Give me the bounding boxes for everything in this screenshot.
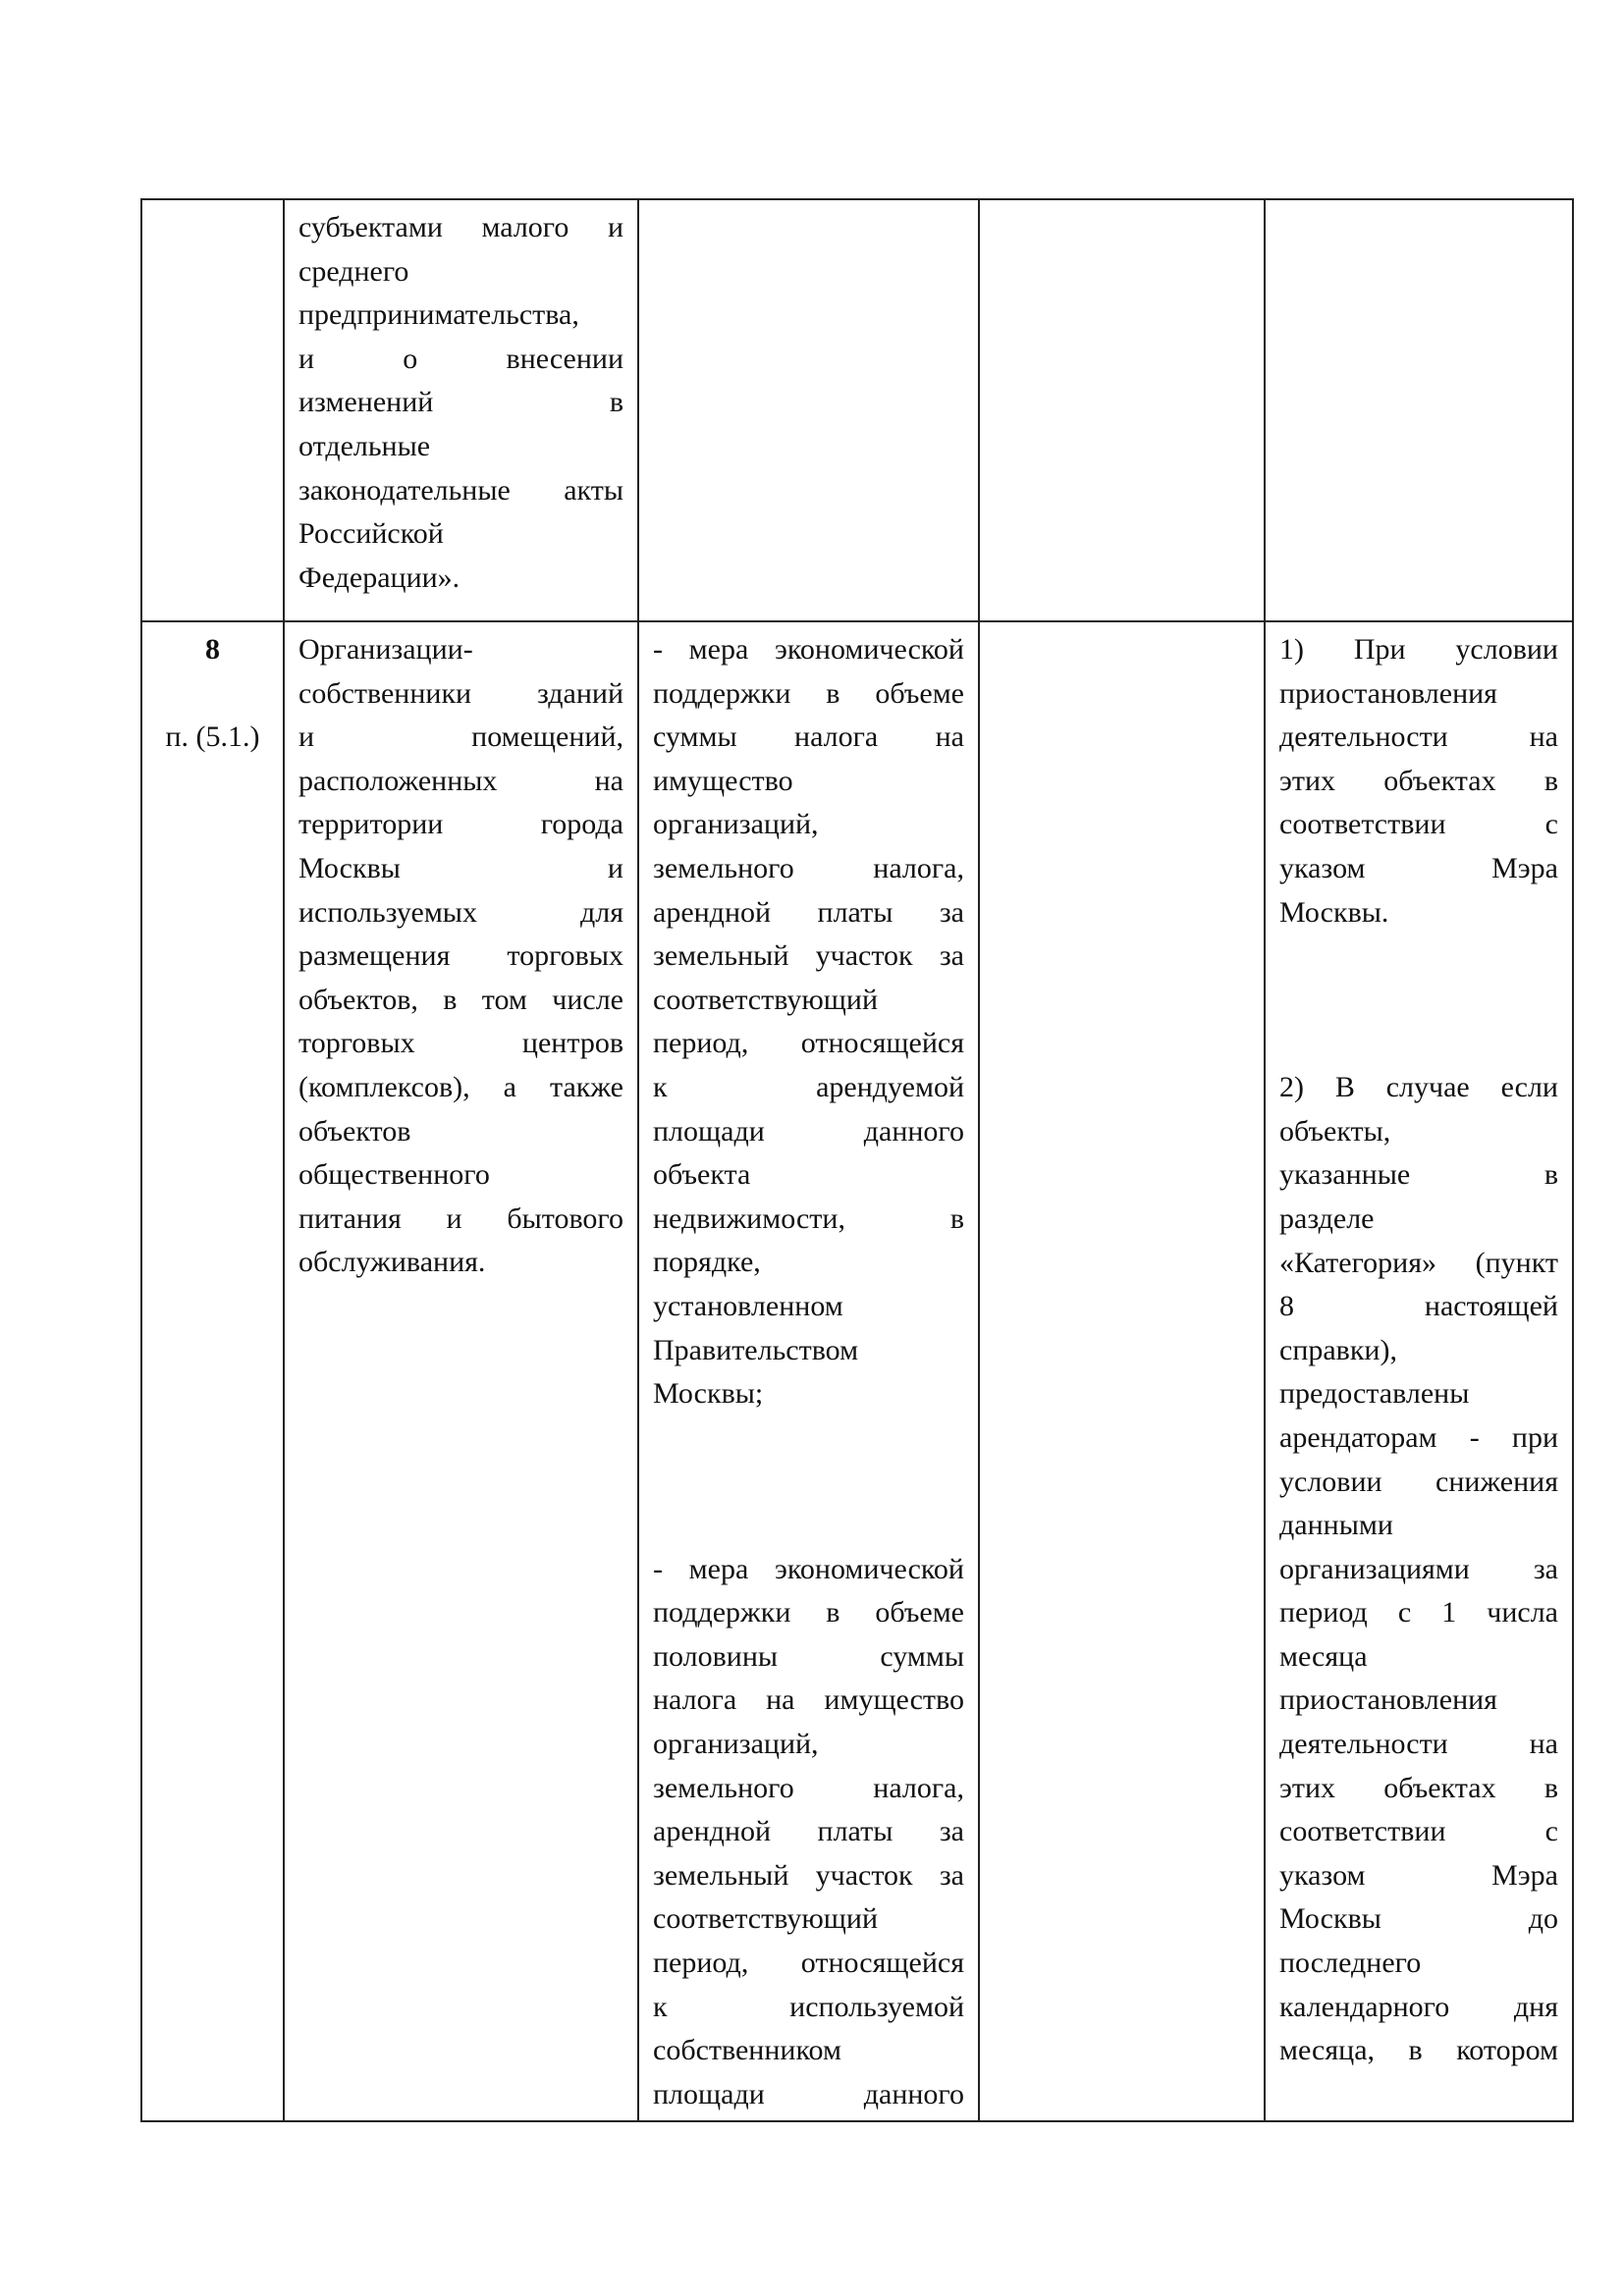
text-line: обслуживания. <box>298 1246 486 1279</box>
text-line: данными <box>1279 1509 1393 1542</box>
text-line: территории города <box>298 808 623 841</box>
text-line: справки), <box>1279 1333 1397 1366</box>
text-line: указом Мэра <box>1279 1858 1558 1892</box>
text-line: арендной платы за <box>653 895 964 929</box>
text-line: разделе <box>1279 1201 1375 1235</box>
text-line: и о внесении <box>298 342 623 375</box>
text-line: 1) При условии <box>1279 633 1558 666</box>
text-line: Организации- <box>298 633 473 666</box>
text-line: календарного дня <box>1279 1990 1558 2023</box>
text-line: арендаторам - при <box>1279 1420 1558 1454</box>
text-line: налога на имущество <box>653 1683 964 1717</box>
text-line: организациями за <box>1279 1552 1558 1585</box>
table-row-continuation <box>141 199 1573 621</box>
text-line: Москвы до <box>1279 1902 1558 1936</box>
text-line: используемых для <box>298 895 623 929</box>
category-text <box>298 628 623 1285</box>
text-line: размещения торговых <box>298 939 623 973</box>
text-line: приостановления <box>1279 676 1497 710</box>
text-line: земельного налога, <box>653 1771 964 1804</box>
text-line: период, относящейся <box>653 1947 964 1980</box>
paragraph-gap <box>653 1416 964 1548</box>
text-line: собственники зданий <box>298 676 623 710</box>
text-line: период, относящейся <box>653 1027 964 1060</box>
text-line: к арендуемой <box>653 1070 964 1103</box>
text-line: этих объектах в <box>1279 1771 1558 1804</box>
text-line: указом Мэра <box>1279 851 1558 884</box>
text-line: общественного <box>298 1158 490 1192</box>
text-line: поддержки в объеме <box>653 1596 964 1629</box>
condition-text-1 <box>1279 628 1558 934</box>
text-line: земельного налога, <box>653 851 964 884</box>
text-line: (комплексов), а также <box>298 1070 623 1103</box>
category-cell <box>284 621 638 2121</box>
condition-cell <box>1265 621 1573 2121</box>
paragraph-gap <box>1279 934 1558 1066</box>
text-line: объекта <box>653 1158 751 1192</box>
condition-text-2 <box>1279 1066 1558 2073</box>
text-line: предоставлены <box>1279 1377 1470 1411</box>
text-line: установленном <box>653 1289 843 1322</box>
text-line: - мера экономической <box>653 633 964 666</box>
benefits-table <box>140 198 1574 2122</box>
measure-cell <box>638 199 979 621</box>
text-line: указанные в <box>1279 1158 1558 1192</box>
text-line: половины суммы <box>653 1639 964 1673</box>
text-line: Москвы; <box>653 1377 764 1411</box>
text-line: имущество <box>653 764 793 797</box>
text-line: субъектами малого и <box>298 211 623 243</box>
text-line: Москвы. <box>1279 895 1389 929</box>
text-line: недвижимости, в <box>653 1201 964 1235</box>
text-line: Федерации». <box>298 561 460 594</box>
empty-cell <box>979 621 1265 2121</box>
text-line: соответствии с <box>1279 808 1558 841</box>
text-line: объекты, <box>1279 1114 1391 1148</box>
text-line: поддержки в объеме <box>653 676 964 710</box>
text-line: земельный участок за <box>653 1858 964 1892</box>
text-line: площади данного <box>653 2077 964 2110</box>
empty-cell <box>979 199 1265 621</box>
text-line: деятельности на <box>1279 721 1558 754</box>
text-line: приостановления <box>1279 1683 1497 1717</box>
category-text <box>298 206 623 600</box>
condition-cell <box>1265 199 1573 621</box>
text-line: организаций, <box>653 1728 819 1761</box>
text-line: Москвы и <box>298 851 623 884</box>
text-line: месяца <box>1279 1639 1368 1673</box>
text-line: - мера экономической <box>653 1552 964 1585</box>
text-line: порядке, <box>653 1246 761 1279</box>
text-line: объектов, в том числе <box>298 983 623 1016</box>
text-line: суммы налога на <box>653 721 964 754</box>
row-number: 8 <box>205 633 220 666</box>
text-line: площади данного <box>653 1114 964 1148</box>
text-line: собственником <box>653 2034 841 2067</box>
measure-text-2 <box>653 1548 964 2117</box>
table-row-8 <box>141 621 1573 2121</box>
text-line: расположенных на <box>298 764 623 797</box>
text-line: объектов <box>298 1114 411 1148</box>
text-line: 8 настоящей <box>1279 1290 1558 1323</box>
text-line: «Категория» (пункт <box>1279 1246 1558 1279</box>
text-line: условии снижения <box>1279 1465 1558 1498</box>
text-line: деятельности на <box>1279 1728 1558 1761</box>
text-line: среднего <box>298 254 409 288</box>
text-line: отдельные <box>298 429 431 462</box>
text-line: соответствующий <box>653 1902 878 1936</box>
text-line: месяца, в котором <box>1279 2034 1558 2067</box>
text-line: питания и бытового <box>298 1201 623 1235</box>
text-line: период с 1 числа <box>1279 1596 1558 1629</box>
text-line: Российской <box>298 517 444 551</box>
text-line: земельный участок за <box>653 939 964 973</box>
text-line: организаций, <box>653 808 819 841</box>
text-line: соответствии с <box>1279 1815 1558 1848</box>
text-line: этих объектах в <box>1279 764 1558 797</box>
row-number-cell <box>141 199 284 621</box>
text-line: Правительством <box>653 1333 859 1366</box>
text-line: изменений в <box>298 386 623 419</box>
text-line: к используемой <box>653 1990 964 2023</box>
text-line: и помещений, <box>298 721 623 754</box>
text-line: арендной платы за <box>653 1815 964 1848</box>
text-line: торговых центров <box>298 1027 623 1060</box>
text-line: последнего <box>1279 1947 1422 1980</box>
text-line: предпринимательства, <box>298 298 579 332</box>
category-cell <box>284 199 638 621</box>
measure-text-1 <box>653 628 964 1416</box>
text-line: законодательные акты <box>298 473 623 507</box>
text-line: 2) В случае если <box>1279 1071 1558 1104</box>
measure-cell <box>638 621 979 2121</box>
row-point-reference: п. (5.1.) <box>165 720 260 753</box>
text-line: соответствующий <box>653 983 878 1016</box>
row-number-cell <box>141 621 284 2121</box>
